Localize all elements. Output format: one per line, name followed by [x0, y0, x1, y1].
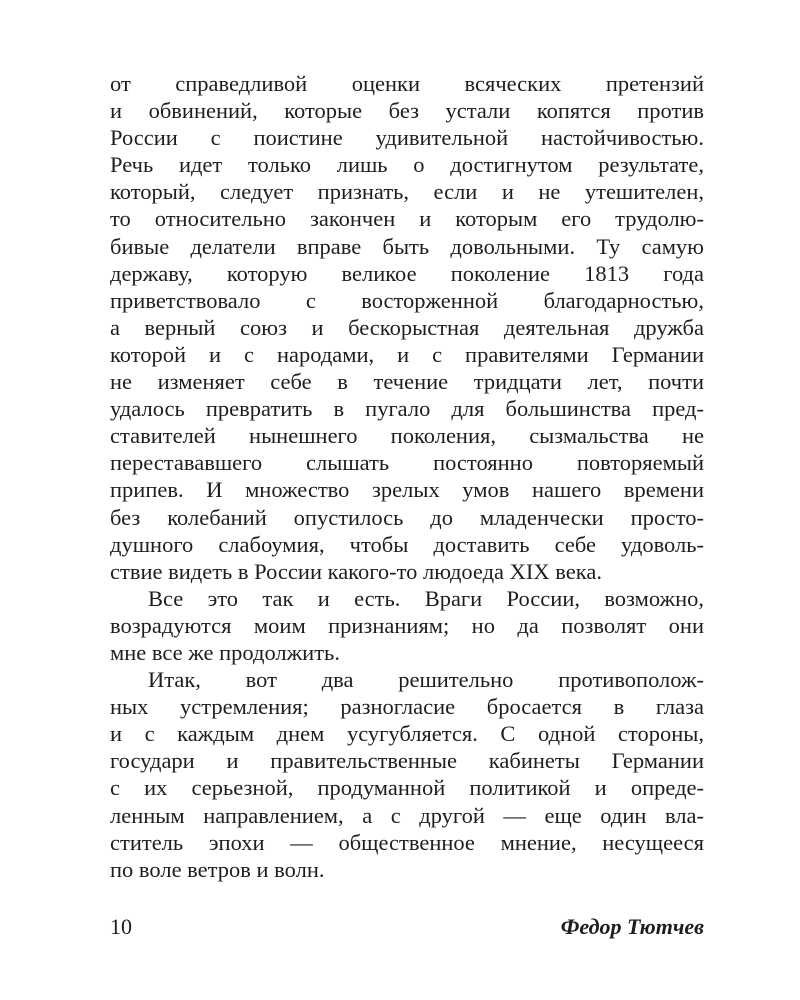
text-line: ствие видеть в России какого-то людоеда XIX века. [110, 558, 602, 584]
text-line: Все это так и есть. Враги России, возможно, [148, 585, 704, 611]
text-line: мне все же продолжить. [110, 639, 340, 665]
text-line: возрадуются моим признаниям; но да позволят они [110, 612, 704, 638]
text-line: от справедливой оценки всяческих претензий [110, 71, 704, 96]
text-line: то относительно закончен и которым его трудолю- [110, 206, 704, 232]
text-line: и с каждым днем усугубляется. С одной стороны, [110, 721, 704, 747]
text-line: по воле ветров и волн. [110, 856, 325, 882]
text-line: припев. И множество зрелых умов нашего времени [110, 477, 704, 503]
text-line: без колебаний опустилось до младенчески просто- [110, 504, 704, 530]
running-footer-author: Федор Тютчев [560, 914, 704, 939]
text-line: душного слабоумия, чтобы доставить себе удоволь- [110, 531, 704, 557]
page-number: 10 [110, 914, 132, 939]
text-line: государи и правительственные кабинеты Германии [110, 748, 704, 774]
text-line: приветствовало с восторженной благодарностью, [110, 287, 704, 313]
text-line: и обвинений, которые без устали копятся против [110, 98, 704, 124]
text-line: России с поистине удивительной настойчивостью. [110, 125, 704, 151]
text-line: с их серьезной, продуманной политикой и опреде- [110, 775, 704, 801]
text-line: а верный союз и бескорыстная деятельная дружба [110, 314, 704, 340]
text-line: перестававшего слышать постоянно повторяемый [110, 450, 704, 476]
text-line: ленным направлением, а с другой — еще один вла- [110, 802, 704, 828]
text-line: удалось превратить в пугало для большинства пред- [110, 396, 704, 422]
paragraph-2 [110, 585, 704, 666]
text-line: ных устремления; разногласие бросается в глаза [110, 694, 704, 720]
text-line: бивые делатели вправе быть довольными. Ту самую [110, 233, 704, 259]
paragraph-3 [110, 666, 704, 883]
paragraph-1 [110, 70, 704, 585]
text-line: державу, которую великое поколение 1813 года [110, 260, 704, 286]
text-line: ститель эпохи — общественное мнение, несущееся [110, 829, 704, 855]
text-line: Речь идет только лишь о достигнутом результате, [110, 152, 704, 178]
text-line: Итак, вот два решительно противополож- [148, 667, 704, 693]
text-line: не изменяет себе в течение тридцати лет, почти [110, 369, 704, 395]
text-line: которой и с народами, и с правителями Германии [110, 341, 704, 367]
body-text [110, 70, 704, 883]
text-line: который, следует признать, если и не утешителен, [110, 179, 704, 205]
text-line: ставителей нынешнего поколения, сызмальства не [110, 423, 704, 449]
